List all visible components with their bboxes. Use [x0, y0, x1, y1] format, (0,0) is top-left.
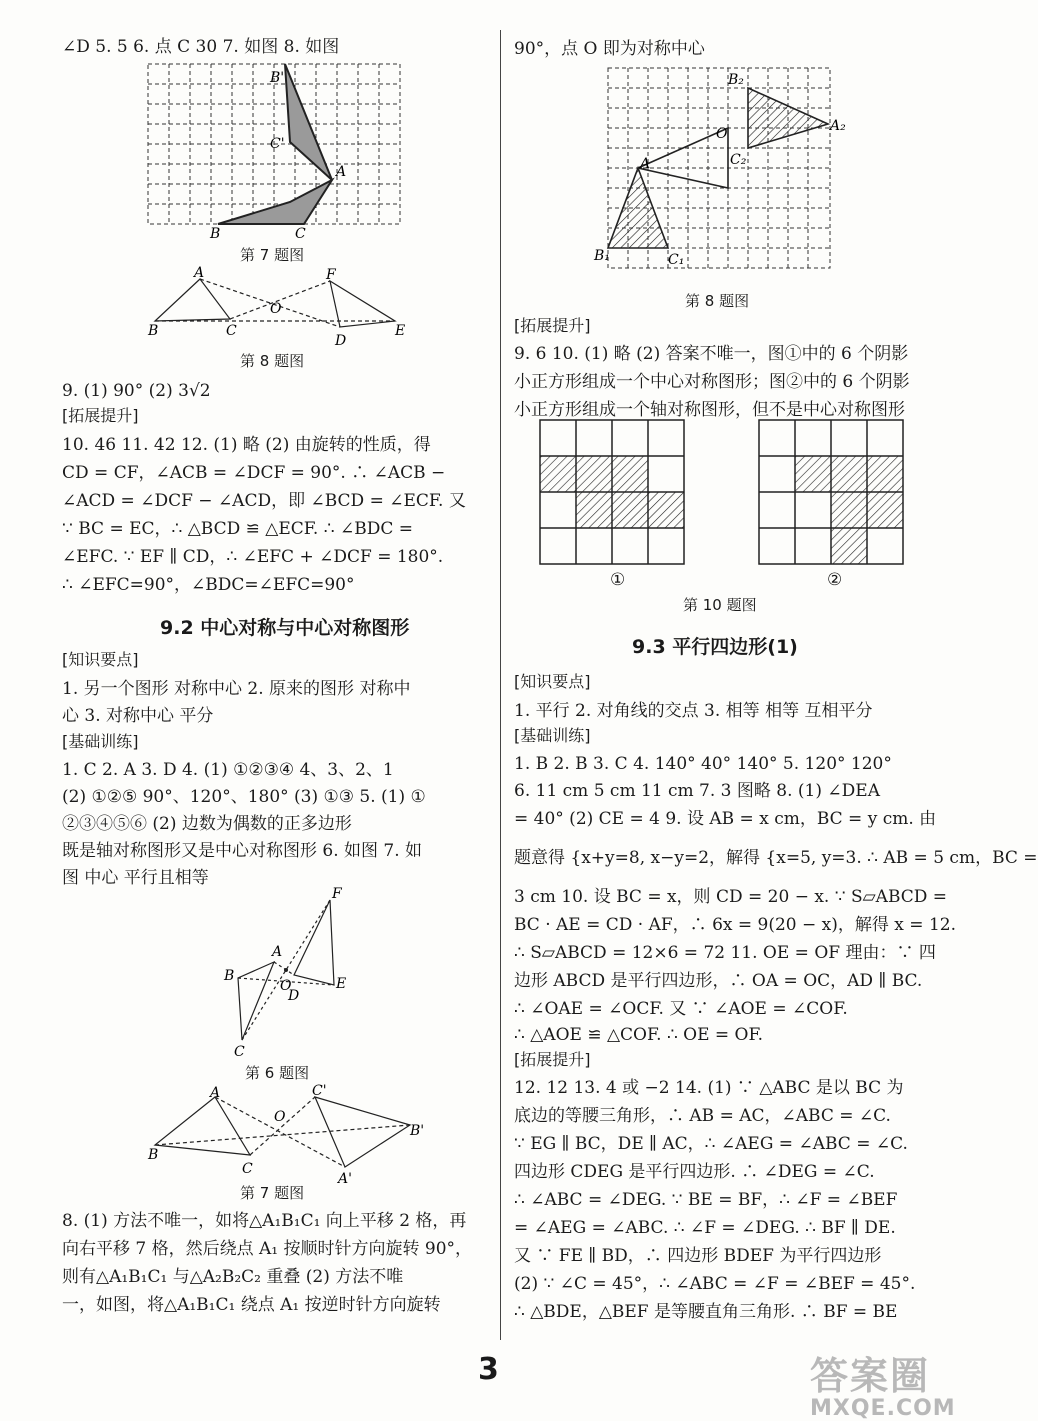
figure-7b-central-symmetry: [140, 1085, 440, 1185]
svg-text:O: O: [280, 978, 292, 994]
answer-line: 1. 平行 2. 对角线的交点 3. 相等 相等 互相平分: [514, 701, 873, 721]
svg-text:B₂: B₂: [728, 72, 744, 88]
svg-text:B₁: B₁: [594, 248, 610, 264]
answer-line: 边形 ABCD 是平行四边形，∴ OA = OC，AD ∥ BC.: [514, 971, 923, 991]
heading-tuozhan: [拓展提升]: [62, 406, 139, 425]
answer-line: = 40° (2) CE = 4 9. 设 AB = x cm，BC = y cm. 由: [514, 809, 937, 829]
answer-line: 12. 12 13. 4 或 −2 14. (1) ∵ △ABC 是以 BC 为: [514, 1078, 904, 1098]
figure-8-rotation: [140, 265, 420, 350]
watermark-logo: [810, 1345, 956, 1421]
watermark-main: 答案圈: [810, 1354, 931, 1398]
svg-text:C: C: [234, 1044, 245, 1060]
svg-text:B: B: [148, 323, 159, 339]
answer-line: ∴ △BDE，△BEF 是等腰直角三角形. ∴ BF = BE: [514, 1302, 898, 1322]
figure-6-central-symmetry: [210, 886, 370, 1060]
figure-10-caption: 第 10 题图: [683, 596, 757, 614]
figure-7-grid: [140, 62, 410, 242]
answer-line: 题意得 {x+y=8, x−y=2，解得 {x=5, y=3. ∴ AB = 5 cm，BC =: [514, 848, 1038, 868]
svg-text:A: A: [272, 944, 283, 960]
answer-line: 又 ∵ FE ∥ BD，∴ 四边形 BDEF 为平行四边形: [514, 1246, 882, 1266]
answer-line: ∴ △AOE ≌ △COF. ∴ OE = OF.: [514, 1025, 764, 1045]
svg-text:C': C': [270, 136, 285, 152]
svg-text:E: E: [395, 323, 406, 339]
answer-line: 9. 6 10. (1) 略 (2) 答案不唯一，图①中的 6 个阴影: [514, 344, 909, 364]
svg-text:O: O: [716, 126, 728, 142]
answer-line: ∴ S▱ABCD = 12×6 = 72 11. OE = OF 理由：∵ 四: [514, 943, 936, 963]
answer-line: 8. (1) 方法不唯一，如将△A₁B₁C₁ 向上平移 2 格，再: [62, 1211, 467, 1231]
heading-jichu: [基础训练]: [514, 726, 591, 745]
svg-text:C: C: [242, 1161, 253, 1177]
answer-line: ∵ BC = EC，∴ △BCD ≌ △ECF. ∴ ∠BDC =: [62, 519, 413, 539]
answer-line: 1. B 2. B 3. C 4. 140° 40° 140° 5. 120° 120°: [514, 754, 892, 774]
answer-line: 则有△A₁B₁C₁ 与△A₂B₂C₂ 重叠 (2) 方法不唯: [62, 1267, 404, 1287]
heading-tuozhan: [拓展提升]: [514, 1050, 591, 1069]
svg-text:A₂: A₂: [830, 118, 846, 134]
figure-8-right-caption: 第 8 题图: [685, 292, 750, 310]
answer-line: 底边的等腰三角形，∴ AB = AC，∠ABC = ∠C.: [514, 1106, 891, 1126]
svg-text:E: E: [336, 976, 347, 992]
answer-line: BC · AE = CD · AF，∴ 6x = 9(20 − x)，解得 x = 12.: [514, 915, 956, 935]
heading-jichu: [基础训练]: [62, 732, 139, 751]
answer-line: 3 cm 10. 设 BC = x，则 CD = 20 − x. ∵ S▱ABCD =: [514, 887, 948, 907]
figure-8-grid: [592, 64, 846, 289]
svg-text:B': B': [410, 1123, 425, 1139]
answer-line: ∴ ∠OAE = ∠OCF. 又 ∵ ∠AOE = ∠COF.: [514, 999, 848, 1019]
answer-line: ②③④⑤⑥ (2) 边数为偶数的正多边形: [62, 814, 352, 834]
svg-text:B': B': [270, 70, 285, 86]
heading-zhishi: [知识要点]: [62, 650, 139, 669]
answer-line: ∠EFC. ∵ EF ∥ CD，∴ ∠EFC + ∠DCF = 180°.: [62, 547, 444, 567]
q9-answer: 9. (1) 90° (2) 3√2: [62, 381, 211, 401]
answer-line: 四边形 CDEG 是平行四边形. ∴ ∠DEG = ∠C.: [514, 1162, 875, 1182]
answer-line: 1. 另一个图形 对称中心 2. 原来的图形 对称中: [62, 679, 411, 699]
answer-line: 1. C 2. A 3. D 4. (1) ①②③④ 4、3、2、1: [62, 760, 394, 780]
answer-line: 小正方形组成一个中心对称图形；图②中的 6 个阴影: [514, 372, 910, 392]
answer-line: 小正方形组成一个轴对称图形，但不是中心对称图形: [514, 400, 905, 420]
svg-text:C: C: [295, 226, 306, 242]
section-title-9-2: 9.2 中心对称与中心对称图形: [160, 617, 410, 639]
svg-text:C': C': [312, 1083, 327, 1099]
answer-line: = ∠AEG = ∠ABC. ∴ ∠F = ∠DEG. ∴ BF ∥ DE.: [514, 1218, 896, 1238]
answer-line: 10. 46 11. 42 12. (1) 略 (2) 由旋转的性质，得: [62, 435, 431, 455]
heading-zhishi: [知识要点]: [514, 672, 591, 691]
svg-text:C₁: C₁: [668, 252, 685, 268]
svg-text:B: B: [148, 1147, 159, 1163]
figure-6-caption: 第 6 题图: [245, 1064, 310, 1082]
watermark-sub: MXQE.COM: [810, 1396, 956, 1421]
figure-10-label-2: ②: [827, 570, 843, 590]
svg-text:B: B: [224, 968, 235, 984]
page-number: 3: [478, 1352, 499, 1387]
answer-line: ∴ ∠ABC = ∠DEG. ∵ BE = BF，∴ ∠F = ∠BEF: [514, 1190, 898, 1210]
svg-text:O: O: [270, 301, 282, 317]
column-divider: [500, 30, 501, 1340]
answer-line: 6. 11 cm 5 cm 11 cm 7. 3 图略 8. (1) ∠DEA: [514, 781, 880, 801]
svg-text:O: O: [274, 1109, 286, 1125]
answer-line: 90°，点 O 即为对称中心: [514, 39, 705, 59]
svg-text:F: F: [326, 267, 336, 283]
figure-10-grids: [535, 420, 945, 580]
answer-line: 图 中心 平行且相等: [62, 868, 209, 888]
svg-text:A: A: [194, 265, 205, 281]
svg-text:D: D: [335, 333, 347, 349]
figure-7b-caption: 第 7 题图: [240, 1184, 305, 1202]
answer-line: 心 3. 对称中心 平分: [62, 706, 214, 726]
figure-10-label-1: ①: [610, 570, 626, 590]
section-title-9-3: 9.3 平行四边形(1): [632, 636, 798, 658]
svg-text:F: F: [332, 886, 342, 902]
line-answers-top: ∠D 5. 5 6. 点 C 30 7. 如图 8. 如图: [62, 37, 340, 57]
answer-line: ∠ACD = ∠DCF − ∠ACD，即 ∠BCD = ∠ECF. 又: [62, 491, 466, 511]
answer-line: 一，如图，将△A₁B₁C₁ 绕点 A₁ 按逆时针方向旋转: [62, 1295, 441, 1315]
svg-text:D: D: [288, 988, 300, 1004]
answer-line: ∴ ∠EFC=90°，∠BDC=∠EFC=90°: [62, 575, 355, 595]
svg-text:A: A: [210, 1085, 221, 1101]
svg-text:B: B: [210, 226, 221, 242]
svg-text:A: A: [336, 164, 347, 180]
answer-line: 向右平移 7 格，然后绕点 A₁ 按顺时针方向旋转 90°，: [62, 1239, 473, 1259]
figure-7-caption: 第 7 题图: [240, 246, 305, 264]
answer-line: (2) ①②⑤ 90°、120°、180° (3) ①③ 5. (1) ①: [62, 787, 426, 807]
answer-line: (2) ∵ ∠C = 45°，∴ ∠ABC = ∠F = ∠BEF = 45°.: [514, 1274, 916, 1294]
answer-line: ∵ EG ∥ BC，DE ∥ AC，∴ ∠AEG = ∠ABC = ∠C.: [514, 1134, 908, 1154]
svg-text:A': A': [338, 1171, 352, 1187]
svg-text:C: C: [226, 323, 237, 339]
answer-line: 既是轴对称图形又是中心对称图形 6. 如图 7. 如: [62, 841, 423, 861]
heading-tuozhan: [拓展提升]: [514, 316, 591, 335]
answer-line: CD = CF，∠ACB = ∠DCF = 90°. ∴ ∠ACB −: [62, 463, 446, 483]
figure-8-caption: 第 8 题图: [240, 352, 305, 370]
svg-text:C₂: C₂: [730, 152, 747, 168]
svg-text:A: A: [640, 156, 651, 172]
